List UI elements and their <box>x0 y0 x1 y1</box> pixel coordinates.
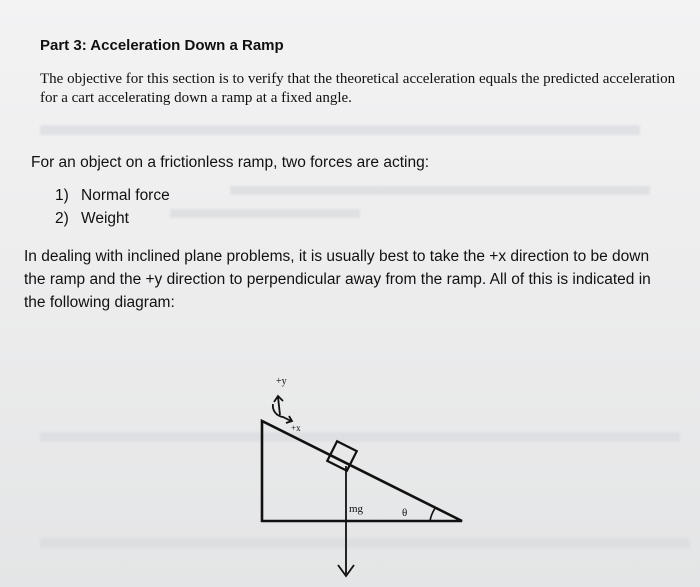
incline-line-3: the following diagram: <box>24 294 175 311</box>
y-axis-label: +y <box>276 376 287 387</box>
section-heading: Part 3: Acceleration Down a Ramp <box>40 37 284 54</box>
objective-line-2: for a cart accelerating down a ramp at a fixed angle. <box>40 90 352 106</box>
angle-arc <box>430 507 436 521</box>
angle-label: θ <box>402 507 408 519</box>
forces-intro: For an object on a frictionless ramp, two forces are acting: <box>31 154 430 171</box>
force-item-number: 2) <box>55 210 69 227</box>
incline-line-2: the ramp and the +y direction to perpendicular away from the ramp. All of this is indicated in <box>24 271 651 288</box>
force-item-label: Normal force <box>81 187 170 204</box>
x-axis-label: +x <box>291 423 301 433</box>
force-item-label: Weight <box>81 210 129 227</box>
objective-line-1: The objective for this section is to verify that the theoretical acceleration equals the predicted acceleration <box>40 71 676 87</box>
weight-label: mg <box>349 503 364 515</box>
incline-line-1: In dealing with inclined plane problems, it is usually best to take the +x direction to be down <box>24 248 650 265</box>
force-item-number: 1) <box>55 187 69 204</box>
x-axis-arrow <box>273 404 292 423</box>
